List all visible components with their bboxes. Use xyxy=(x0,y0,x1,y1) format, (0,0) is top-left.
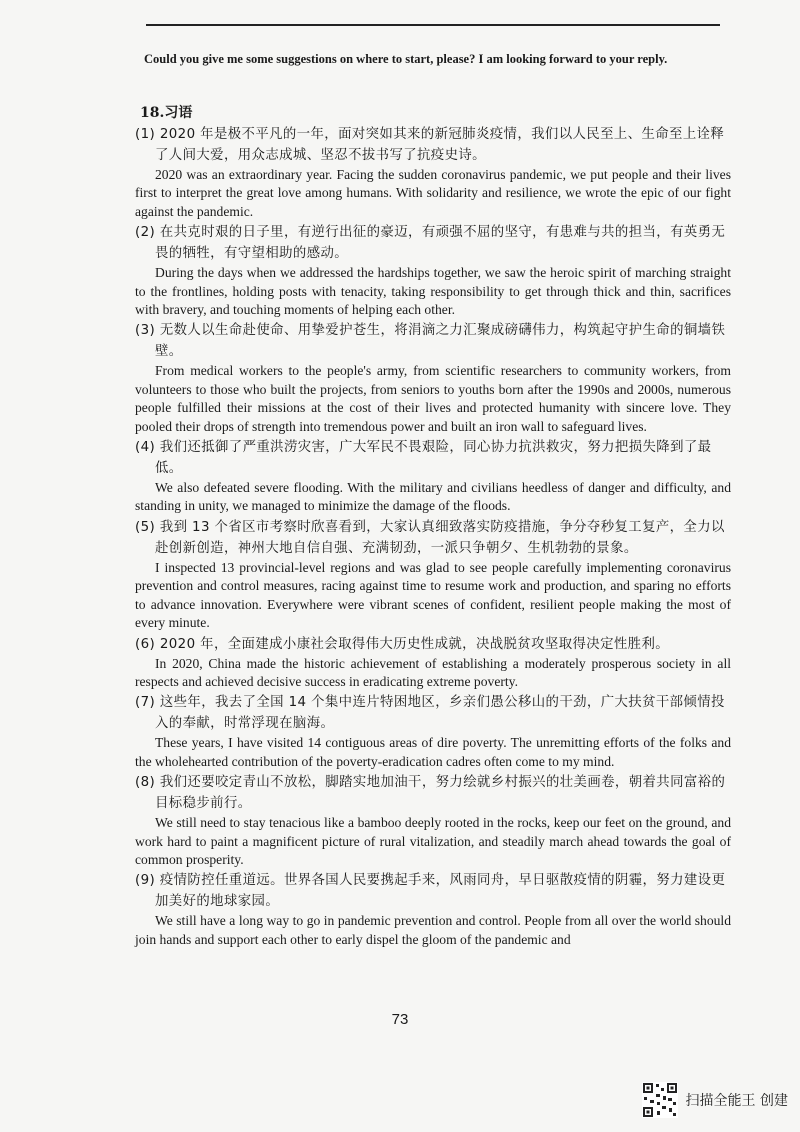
idiom-item xyxy=(135,634,731,692)
chinese-text: (3) 无数人以生命赴使命、用挚爱护苍生，将涓滴之力汇聚成磅礴伟力，构筑起守护生命的铜墙铁壁。 xyxy=(135,323,726,360)
section-title: 18.习语 xyxy=(140,105,193,121)
page-number: 73 xyxy=(391,1011,409,1028)
chinese-text: (4) 我们还抵御了严重洪涝灾害，广大军民不畏艰险，同心协力抗洪救灾，努力把损失降到了最低。 xyxy=(135,440,712,477)
intro-line: Could you give me some suggestions on where to start, please? I am looking forward to your reply. xyxy=(144,52,668,66)
chinese-text: (1) 2020 年是极不平凡的一年，面对突如其来的新冠肺炎疫情，我们以人民至上、生命至上诠释了人间大爱，用众志成城、坚忍不拔书写了抗疫史诗。 xyxy=(135,127,725,163)
chinese-text: (2) 在共克时艰的日子里，有逆行出征的豪迈，有顽强不屈的坚守，有患难与共的担当，有英勇无畏的牺牲，有守望相助的感动。 xyxy=(135,225,726,262)
idiom-item xyxy=(135,772,731,869)
idiom-item xyxy=(135,870,731,949)
qr-code-icon xyxy=(642,1082,678,1118)
idiom-item xyxy=(135,124,731,221)
english-translation: These years, I have visited 14 contiguous areas of dire poverty. The unremitting efforts of the folks and the wholehearted contribution of the poverty-eradication cadres often come to my mind. xyxy=(135,735,731,769)
english-translation: We still have a long way to go in pandemic prevention and control. People from all over the world should join hands and support each other to early dispel the gloom of the pandemic and xyxy=(135,913,731,947)
scanner-watermark xyxy=(642,1082,788,1118)
english-translation: In 2020, China made the historic achievement of establishing a moderately prosperous society in all respects and achieved decisive success in eradicating extreme poverty. xyxy=(135,655,731,689)
watermark-text: 扫描全能王 创建 xyxy=(685,1093,788,1109)
idiom-item xyxy=(135,222,731,319)
english-translation: We still need to stay tenacious like a bamboo deeply rooted in the rocks, keep our feet on the ground, and work hard to paint a magnificent picture of rural vitalization, and steadily march ahead towards the goal of common prosperity. xyxy=(135,815,731,867)
chinese-text: (7) 这些年，我去了全国 14 个集中连片特困地区，乡亲们愚公移山的干劲，广大扶贫干部倾情投入的奉献，时常浮现在脑海。 xyxy=(135,695,725,732)
english-translation: 2020 was an extraordinary year. Facing the sudden coronavirus pandemic, we put people and their lives first to interpret the great love among humans. With solidarity and resilience, we wrote the epic of our fight against the pandemic. xyxy=(135,167,731,219)
idiom-item xyxy=(135,692,731,771)
top-rule xyxy=(146,24,720,26)
english-translation: From medical workers to the people's army, from scientific researchers to community workers, from volunteers to those who built the projects, from seniors to youths born after the 1990s and 2000s, numerous people fulfilled their missions at the cost of their lives and protected humanity with sincere love. They pooled their drops of strength into tremendous power and built an iron wall to safeguard lives. xyxy=(135,363,731,434)
english-translation: During the days when we addressed the hardships together, we saw the heroic spirit of marching straight to the frontlines, holding posts with tenacity, taking responsibility to get through thick and thin, sacrifices with bravery, and touching moments of helping each other. xyxy=(135,265,731,318)
content-area xyxy=(135,104,731,950)
item-list xyxy=(135,124,731,949)
chinese-text: (9) 疫情防控任重道远。世界各国人民要携起手来，风雨同舟，早日驱散疫情的阴霾，努力建设更加美好的地球家园。 xyxy=(135,873,726,910)
english-translation: I inspected 13 provincial-level regions and was glad to see people carefully implementing coronavirus prevention and control measures, racing against time to resume work and production, and sparing no efforts to advance innovation. Everywhere were vibrant scenes of confident, resilient people making the most of every minute. xyxy=(135,559,731,631)
chinese-text: (8) 我们还要咬定青山不放松，脚踏实地加油干，努力绘就乡村振兴的壮美画卷，朝着共同富裕的目标稳步前行。 xyxy=(135,775,726,812)
idiom-item xyxy=(135,517,731,633)
idiom-item xyxy=(135,437,731,516)
chinese-text: (5) 我到 13 个省区市考察时欣喜看到，大家认真细致落实防疫措施，争分夺秒复工复产，全力以赴创新创造，神州大地自信自强、充满韧劲，一派只争朝夕、生机勃勃的景象。 xyxy=(135,519,725,556)
english-translation: We also defeated severe flooding. With the military and civilians heedless of danger and difficulty, and standing in unity, we managed to minimize the damage of the floods. xyxy=(135,480,731,514)
idiom-item xyxy=(135,320,731,436)
chinese-text: (6) 2020 年，全面建成小康社会取得伟大历史性成就，决战脱贫攻坚取得决定性胜利。 xyxy=(135,636,670,652)
